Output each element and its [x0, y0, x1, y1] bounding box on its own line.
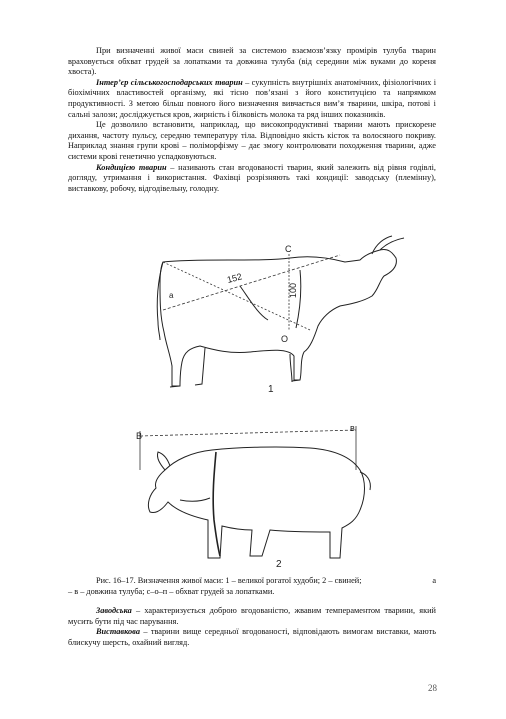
figure-caption — [68, 576, 436, 598]
paragraph-pig-weight: При визначенні живої маси свиней за системою взаємозв’язку промірів тулуба тварин враховується обхват грудей за лопатками та довжина тулуба (від середини між вуками до кореня хвоста). — [68, 46, 436, 77]
paragraph-exhibition — [68, 627, 436, 648]
cow-label-100: 100 — [288, 282, 298, 298]
cow-measurements — [163, 254, 340, 330]
pig-girth-line — [213, 452, 220, 556]
pig-label-b-right: в — [350, 423, 355, 433]
exhibition-definition: – тварини вище середньої вгодованості, відповідають вимогам виставки, мають блискучу шерсть, охайний вигляд. — [68, 627, 436, 647]
text-block-bottom — [68, 606, 436, 648]
cow-label-c: С — [285, 244, 292, 254]
paragraph-productivity: Це дозволило встановити, наприклад, що високопродуктивні тварини мають прискорене дихання, частоту пульсу, середню температуру тіла. Відповідно якість кісток та волосяного покриву. Наприклад знання групи крові – поліморфізму – дає змогу контролювати походження тварини, адже системи крові генетично успадковуються. — [68, 120, 436, 161]
pig-figure-number: 2 — [276, 559, 282, 570]
cow-label-152: 152 — [225, 271, 244, 285]
pig-illustration — [148, 447, 370, 558]
term-interior: Інтер’єр сільськогосподарських тварин — [96, 77, 243, 87]
cow-label-o: О — [281, 334, 289, 344]
caption-letter-a: а — [432, 576, 436, 585]
page-number: 28 — [428, 683, 437, 693]
cow-illustration — [157, 236, 404, 387]
term-breeding: Заводська — [96, 606, 132, 615]
breeding-definition: – характеризується доброю вгодованістю, жвавим темпераментом тварини, який мусить бути під час парування. — [68, 606, 436, 626]
term-condition: Кондицією тварин — [96, 162, 167, 172]
cow-figure-number: 1 — [268, 384, 274, 395]
caption-line-2: – в – довжина тулуба; с–о–п – обхват грудей за лопатками. — [68, 587, 275, 596]
cow-label-a: а — [169, 291, 174, 300]
term-exhibition: Виставкова — [96, 627, 140, 637]
paragraph-breeding — [68, 606, 436, 627]
pig-label-b-left: В — [136, 431, 143, 441]
condition-definition: – називають стан вгодованості тварин, який залежить від рівня годівлі, догляду, утримання і використання. Фахівці розрізняють такі кондиції: заводську (племінну), виставкову, робочу, відгодівельну, голодну. — [68, 162, 436, 193]
interior-definition: – сукупність внутрішніх анатомічних, фізіологічних і біохімічних властивостей організму, які тісно пов’язані з його конституцією та напрямком продуктивності. З метою більш повного його визначення вивчається вим’я тварини, шкіра, потові і сальні залози; досліджується кров, жирність і білковість молока та ряд інших показників. — [68, 77, 437, 119]
caption-line-1: Рис. 16–17. Визначення живої маси: 1 – великої рогатої худоби; 2 – свиней; — [96, 576, 362, 585]
